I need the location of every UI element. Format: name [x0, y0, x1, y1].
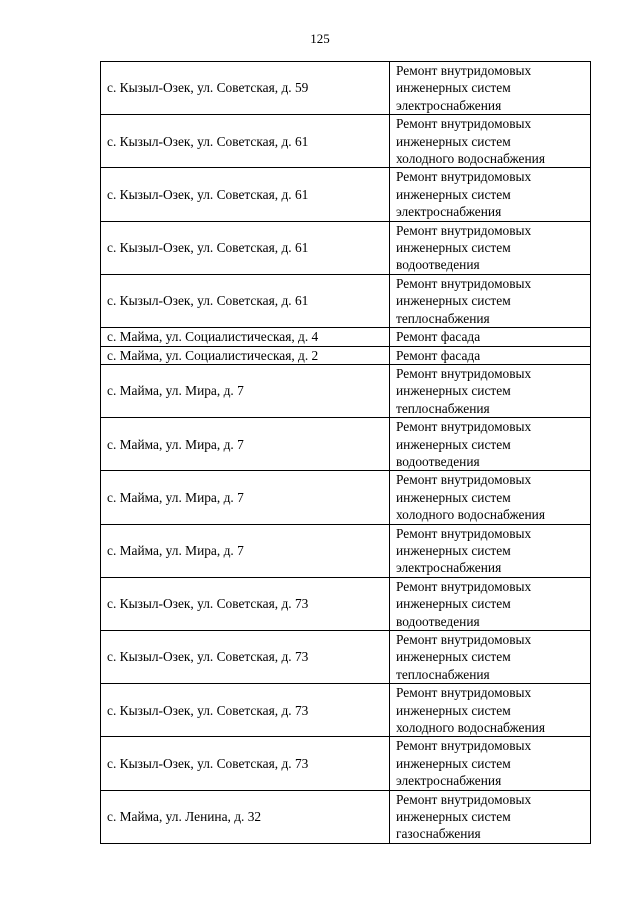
work-type-cell: Ремонт фасада: [390, 346, 591, 364]
work-type-cell: Ремонт внутридомовых инженерных систем холодного водоснабжения: [390, 115, 591, 168]
table-row: [101, 684, 591, 737]
works-table-body: [101, 62, 591, 844]
address-cell: с. Майма, ул. Мира, д. 7: [101, 524, 390, 577]
work-type-cell: Ремонт внутридомовых инженерных систем водоотведения: [390, 418, 591, 471]
page-number: 125: [310, 31, 330, 46]
address-cell: с. Майма, ул. Социалистическая, д. 2: [101, 346, 390, 364]
table-row: [101, 115, 591, 168]
address-cell: с. Кызыл-Озек, ул. Советская, д. 73: [101, 577, 390, 630]
table-row: [101, 577, 591, 630]
table-row: [101, 418, 591, 471]
table-row: [101, 364, 591, 417]
work-type-cell: Ремонт внутридомовых инженерных систем водоотведения: [390, 577, 591, 630]
address-cell: с. Кызыл-Озек, ул. Советская, д. 61: [101, 274, 390, 327]
work-type-cell: Ремонт внутридомовых инженерных систем электроснабжения: [390, 168, 591, 221]
address-cell: с. Майма, ул. Мира, д. 7: [101, 418, 390, 471]
address-cell: с. Кызыл-Озек, ул. Советская, д. 61: [101, 168, 390, 221]
table-row: [101, 62, 591, 115]
work-type-cell: Ремонт внутридомовых инженерных систем холодного водоснабжения: [390, 471, 591, 524]
address-cell: с. Кызыл-Озек, ул. Советская, д. 61: [101, 115, 390, 168]
address-cell: с. Кызыл-Озек, ул. Советская, д. 61: [101, 221, 390, 274]
table-row: [101, 524, 591, 577]
work-type-cell: Ремонт внутридомовых инженерных систем электроснабжения: [390, 737, 591, 790]
work-type-cell: Ремонт внутридомовых инженерных систем электроснабжения: [390, 62, 591, 115]
address-cell: с. Кызыл-Озек, ул. Советская, д. 73: [101, 737, 390, 790]
work-type-cell: Ремонт внутридомовых инженерных систем электроснабжения: [390, 524, 591, 577]
work-type-cell: Ремонт внутридомовых инженерных систем теплоснабжения: [390, 274, 591, 327]
address-cell: с. Майма, ул. Социалистическая, д. 4: [101, 328, 390, 346]
address-cell: с. Кызыл-Озек, ул. Советская, д. 73: [101, 631, 390, 684]
address-cell: с. Кызыл-Озек, ул. Советская, д. 59: [101, 62, 390, 115]
table-row: [101, 221, 591, 274]
table-row: [101, 168, 591, 221]
address-cell: с. Кызыл-Озек, ул. Советская, д. 73: [101, 684, 390, 737]
work-type-cell: Ремонт внутридомовых инженерных систем теплоснабжения: [390, 631, 591, 684]
table-row: [101, 737, 591, 790]
work-type-cell: Ремонт фасада: [390, 328, 591, 346]
address-cell: с. Майма, ул. Мира, д. 7: [101, 471, 390, 524]
table-row: [101, 790, 591, 843]
work-type-cell: Ремонт внутридомовых инженерных систем газоснабжения: [390, 790, 591, 843]
table-row: [101, 274, 591, 327]
work-type-cell: Ремонт внутридомовых инженерных систем теплоснабжения: [390, 364, 591, 417]
works-table: [100, 61, 591, 844]
table-row: [101, 328, 591, 346]
table-row: [101, 471, 591, 524]
table-row: [101, 346, 591, 364]
address-cell: с. Майма, ул. Ленина, д. 32: [101, 790, 390, 843]
table-row: [101, 631, 591, 684]
work-type-cell: Ремонт внутридомовых инженерных систем холодного водоснабжения: [390, 684, 591, 737]
work-type-cell: Ремонт внутридомовых инженерных систем водоотведения: [390, 221, 591, 274]
address-cell: с. Майма, ул. Мира, д. 7: [101, 364, 390, 417]
